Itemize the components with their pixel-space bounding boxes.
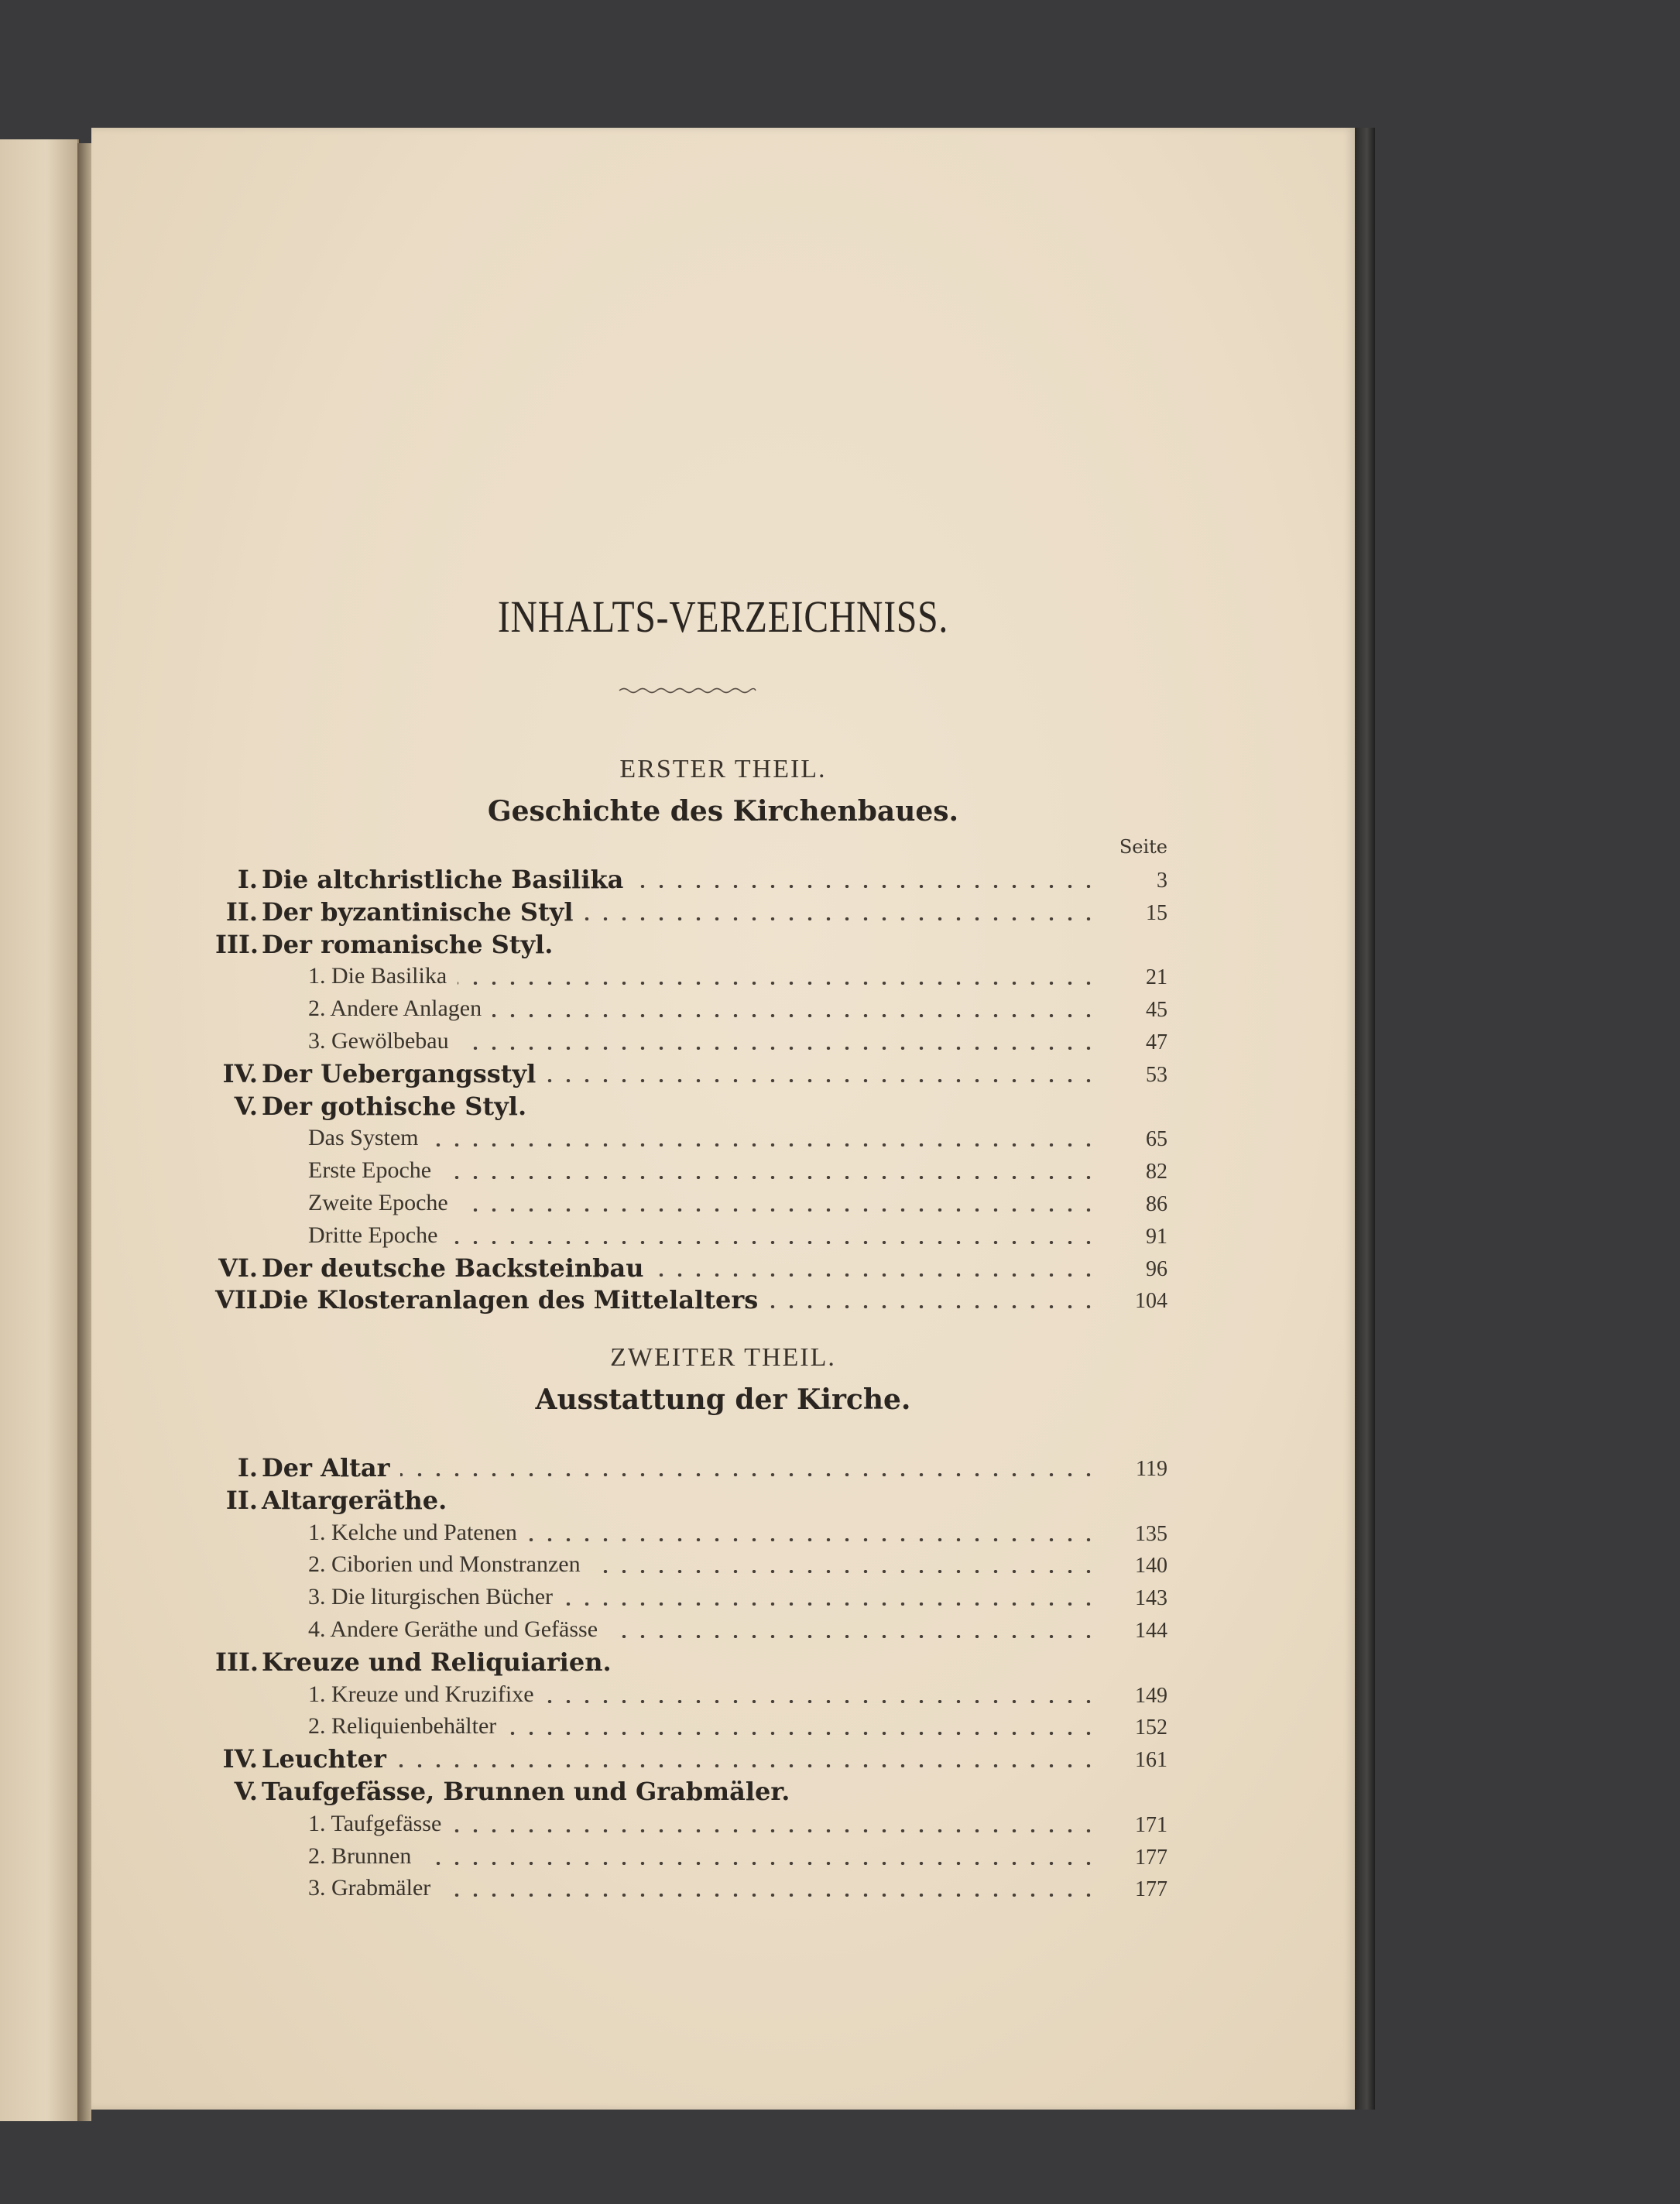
page-title: INHALTS-VERZEICHNISS. bbox=[497, 591, 949, 642]
toc-entry-title: 2. Reliquienbehälter bbox=[308, 1713, 497, 1740]
toc-entry bbox=[223, 992, 1167, 1025]
toc-entry bbox=[223, 960, 1167, 992]
dot-leader bbox=[492, 1014, 1098, 1017]
dot-leader bbox=[655, 1273, 1098, 1277]
toc-entry bbox=[215, 1284, 1167, 1316]
toc-entry-number: I. bbox=[237, 1453, 258, 1482]
toc-entry-page-number: 119 bbox=[1136, 1457, 1167, 1481]
toc-entry bbox=[223, 1484, 1167, 1517]
toc-entry-number: V. bbox=[234, 1091, 258, 1121]
toc-entry-title: Das System bbox=[308, 1125, 419, 1151]
dot-leader bbox=[591, 1570, 1098, 1573]
toc-entry-page-number: 45 bbox=[1146, 998, 1167, 1023]
toc-entry bbox=[223, 1452, 1167, 1484]
toc-entry-title: Zweite Epoche bbox=[308, 1190, 448, 1215]
toc-entry-page-number: 82 bbox=[1146, 1160, 1167, 1184]
title-ornament-icon bbox=[618, 685, 757, 696]
toc-entry bbox=[223, 1710, 1167, 1743]
toc-entry-title: Taufgefässe, Brunnen und Grabmäler. bbox=[262, 1777, 790, 1806]
toc-entry-number: II. bbox=[225, 1485, 258, 1515]
toc-entry bbox=[215, 1646, 1167, 1678]
dot-leader bbox=[460, 1047, 1098, 1050]
toc-entry-title: Erste Epoche bbox=[308, 1157, 432, 1184]
toc-entry-number: V. bbox=[234, 1777, 258, 1806]
toc-entry bbox=[223, 1187, 1167, 1219]
dot-leader bbox=[769, 1305, 1098, 1308]
toc-entry-title: 1. Taufgefässe bbox=[308, 1810, 442, 1836]
dot-leader bbox=[441, 1894, 1098, 1897]
dot-leader bbox=[507, 1732, 1098, 1735]
dot-leader bbox=[422, 1862, 1098, 1865]
toc-entry-title: Altargeräthe. bbox=[262, 1485, 447, 1515]
toc-entry-page-number: 177 bbox=[1135, 1877, 1167, 1902]
toc-entry-title: Dritte Epoche bbox=[308, 1222, 438, 1248]
toc-entry bbox=[223, 1581, 1167, 1613]
part-two-subtitle: Ausstattung der Kirche. bbox=[535, 1383, 911, 1416]
dot-leader bbox=[585, 917, 1098, 920]
toc-entry-title: Kreuze und Reliquiarien. bbox=[262, 1647, 612, 1677]
part-one-heading: ERSTER THEIL. bbox=[619, 755, 827, 783]
toc-entry-title: 1. Die Basilika bbox=[308, 963, 447, 989]
toc-entry-page-number: 104 bbox=[1135, 1289, 1167, 1314]
toc-entry-number: IV. bbox=[222, 1744, 258, 1774]
book-gutter bbox=[77, 143, 91, 2121]
toc-entry-title: 2. Brunnen bbox=[308, 1842, 412, 1869]
toc-entry-page-number: 21 bbox=[1146, 965, 1167, 990]
toc-entry bbox=[223, 1025, 1167, 1057]
toc-entry-page-number: 53 bbox=[1146, 1062, 1167, 1087]
toc-entry bbox=[223, 1219, 1167, 1252]
book-cover-edge bbox=[1355, 128, 1375, 2110]
dot-leader bbox=[430, 1143, 1098, 1147]
toc-entry bbox=[223, 1678, 1167, 1711]
toc-entry-page-number: 86 bbox=[1146, 1192, 1167, 1216]
toc-entry-number: IV. bbox=[222, 1058, 258, 1088]
dot-leader bbox=[528, 1538, 1098, 1541]
toc-entry-page-number: 171 bbox=[1135, 1812, 1167, 1837]
toc-entry bbox=[223, 1613, 1167, 1646]
toc-entry-title: 3. Die liturgischen Bücher bbox=[308, 1584, 554, 1610]
toc-entry-title: Der Uebergangsstyl bbox=[262, 1058, 537, 1088]
toc-entry bbox=[223, 1743, 1167, 1775]
book-page bbox=[91, 128, 1355, 2110]
toc-entry-title: Die Klosteranlagen des Mittelalters bbox=[262, 1285, 759, 1315]
toc-entry-title: 3. Gewölbebau bbox=[308, 1028, 449, 1054]
toc-entry-title: Der byzantinische Styl bbox=[262, 896, 574, 927]
toc-entry-title: 1. Kreuze und Kruzifixe bbox=[308, 1681, 534, 1707]
toc-entry-title: 2. Andere Anlagen bbox=[308, 996, 482, 1022]
toc-entry bbox=[223, 1775, 1167, 1808]
toc-entry-title: 4. Andere Geräthe und Gefässe bbox=[308, 1616, 598, 1642]
dot-leader bbox=[397, 1764, 1098, 1767]
toc-entry-number: II. bbox=[225, 896, 258, 927]
toc-entry-page-number: 135 bbox=[1135, 1521, 1167, 1546]
dot-leader bbox=[458, 982, 1098, 985]
toc-entry bbox=[223, 1090, 1167, 1123]
dot-leader bbox=[400, 1473, 1098, 1476]
toc-entry-title: Leuchter bbox=[262, 1744, 386, 1774]
toc-entry-page-number: 144 bbox=[1135, 1619, 1167, 1643]
toc-entry bbox=[223, 1872, 1167, 1904]
toc-entry-page-number: 65 bbox=[1146, 1127, 1167, 1152]
dot-leader bbox=[545, 1700, 1098, 1703]
dot-leader bbox=[564, 1602, 1098, 1606]
part-one-subtitle: Geschichte des Kirchenbaues. bbox=[487, 795, 959, 828]
toc-entry-number: VII. bbox=[215, 1285, 266, 1315]
toc-entry-page-number: 3 bbox=[1157, 869, 1167, 893]
dot-leader bbox=[448, 1241, 1098, 1244]
toc-entry-page-number: 91 bbox=[1146, 1224, 1167, 1249]
toc-entry bbox=[223, 1122, 1167, 1154]
dot-leader bbox=[634, 885, 1098, 888]
toc-entry-title: Die altchristliche Basilika bbox=[262, 865, 624, 894]
toc-entry bbox=[223, 1548, 1167, 1581]
toc-entry-number: III. bbox=[215, 929, 259, 959]
toc-entry-number: I. bbox=[237, 865, 258, 894]
toc-entry-page-number: 161 bbox=[1135, 1748, 1167, 1773]
toc-entry bbox=[223, 1154, 1167, 1187]
toc-entry-page-number: 15 bbox=[1146, 900, 1167, 925]
toc-entry bbox=[223, 1057, 1167, 1090]
toc-entry-title: 3. Grabmäler bbox=[308, 1875, 431, 1901]
dot-leader bbox=[609, 1635, 1098, 1638]
toc-entry bbox=[218, 1252, 1167, 1284]
toc-entry bbox=[223, 1840, 1167, 1873]
toc-entry bbox=[223, 1517, 1167, 1549]
toc-entry-page-number: 96 bbox=[1146, 1256, 1167, 1281]
part-two-heading: ZWEITER THEIL. bbox=[610, 1343, 836, 1372]
toc-entry bbox=[215, 928, 1167, 961]
toc-entry-page-number: 140 bbox=[1135, 1554, 1167, 1578]
toc-entry-page-number: 177 bbox=[1135, 1845, 1167, 1870]
toc-entry bbox=[223, 863, 1167, 896]
toc-entry-number: VI. bbox=[218, 1253, 258, 1283]
toc-entry-title: Der romanische Styl. bbox=[262, 929, 554, 959]
dot-leader bbox=[452, 1829, 1098, 1832]
toc-entry-page-number: 149 bbox=[1135, 1683, 1167, 1708]
facing-page-edge bbox=[0, 139, 79, 2121]
toc-entry-page-number: 152 bbox=[1135, 1716, 1167, 1740]
toc-entry-title: 2. Ciborien und Monstranzen bbox=[308, 1551, 581, 1578]
toc-entry-title: Der deutsche Backsteinbau bbox=[262, 1253, 644, 1283]
toc-entry bbox=[223, 1808, 1167, 1840]
toc-entry-title: Der Altar bbox=[262, 1453, 390, 1482]
page-column-label: Seite bbox=[1119, 836, 1167, 858]
toc-entry-number: III. bbox=[215, 1647, 259, 1677]
dot-leader bbox=[547, 1079, 1098, 1082]
toc-entry-title: Der gothische Styl. bbox=[262, 1091, 527, 1121]
dot-leader bbox=[442, 1176, 1098, 1179]
toc-entry bbox=[223, 896, 1167, 928]
dot-leader bbox=[459, 1208, 1098, 1212]
toc-entry-page-number: 143 bbox=[1135, 1586, 1167, 1611]
toc-entry-title: 1. Kelche und Patenen bbox=[308, 1519, 517, 1545]
toc-entry-page-number: 47 bbox=[1146, 1030, 1167, 1054]
